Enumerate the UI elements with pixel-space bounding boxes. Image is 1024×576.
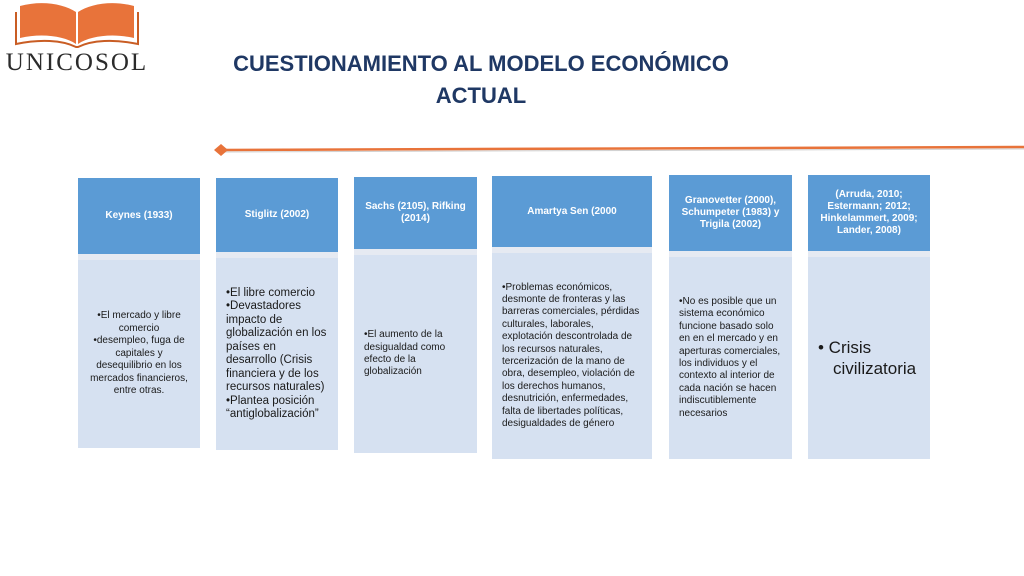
column-sachs-rifking bbox=[354, 177, 477, 453]
logo-text: UNICOSOL bbox=[5, 49, 149, 76]
column-body bbox=[808, 257, 930, 459]
column-header: Keynes (1933) bbox=[78, 178, 200, 260]
list-item: •Devastadores impacto de globalización en los países en desarrollo (Crisis financiera y de los recursos naturales) bbox=[226, 300, 327, 393]
column-header: Stiglitz (2002) bbox=[216, 178, 338, 258]
column-amartya-sen bbox=[492, 176, 652, 459]
column-body bbox=[354, 255, 477, 453]
column-keynes bbox=[78, 178, 200, 448]
list-item: •desempleo, fuga de capitales y desequilibrio en los mercados financieros, entre otras. bbox=[90, 335, 188, 397]
column-arruda bbox=[808, 175, 930, 459]
diamond-icon bbox=[214, 144, 228, 156]
title-divider bbox=[212, 138, 1024, 162]
column-header: Sachs (2105), Rifking (2014) bbox=[354, 177, 477, 255]
list-item: •Plantea posición “antiglobalización” bbox=[226, 394, 319, 420]
open-book-icon bbox=[12, 0, 142, 48]
title-line-2: ACTUAL bbox=[435, 83, 527, 108]
list-item: •No es posible que un sistema económico funcione basado solo en en el mercado y en aperturas comerciales, los individuos y el contexto al interior de cada nación se hacen indiscutiblemente necesarios bbox=[679, 295, 781, 419]
list-item: •Problemas económicos, desmonte de fronteras y las barreras comerciales, pérdidas culturales, laborales, explotación descontrolada de los recursos naturales, tercerización de la mano de obra, desempleo, violación de los derechos humanos, desnutrición, enfermedades, falta de libertades políticas, desigualdades de género bbox=[502, 281, 640, 430]
column-body bbox=[669, 257, 792, 459]
page-title bbox=[205, 48, 757, 112]
column-body bbox=[492, 253, 652, 459]
column-granovetter bbox=[669, 175, 792, 459]
title-line-1: CUESTIONAMIENTO AL MODELO ECONÓMICO bbox=[233, 51, 729, 76]
column-stiglitz bbox=[216, 178, 338, 450]
list-item: • Crisis civilizatoria bbox=[818, 338, 917, 378]
column-body bbox=[216, 258, 338, 450]
list-item: •El aumento de la desigualdad como efecto de la globalización bbox=[364, 329, 446, 378]
column-body bbox=[78, 260, 200, 448]
list-item: •El mercado y libre comercio bbox=[97, 310, 181, 334]
column-header: Granovetter (2000), Schumpeter (1983) y Trigila (2002) bbox=[669, 175, 792, 257]
list-item: •El libre comercio bbox=[226, 286, 316, 299]
column-header: (Arruda, 2010; Estermann; 2012; Hinkelammert, 2009; Lander, 2008) bbox=[808, 175, 930, 257]
unicosol-logo bbox=[2, 0, 152, 78]
column-header: Amartya Sen (2000 bbox=[492, 176, 652, 253]
